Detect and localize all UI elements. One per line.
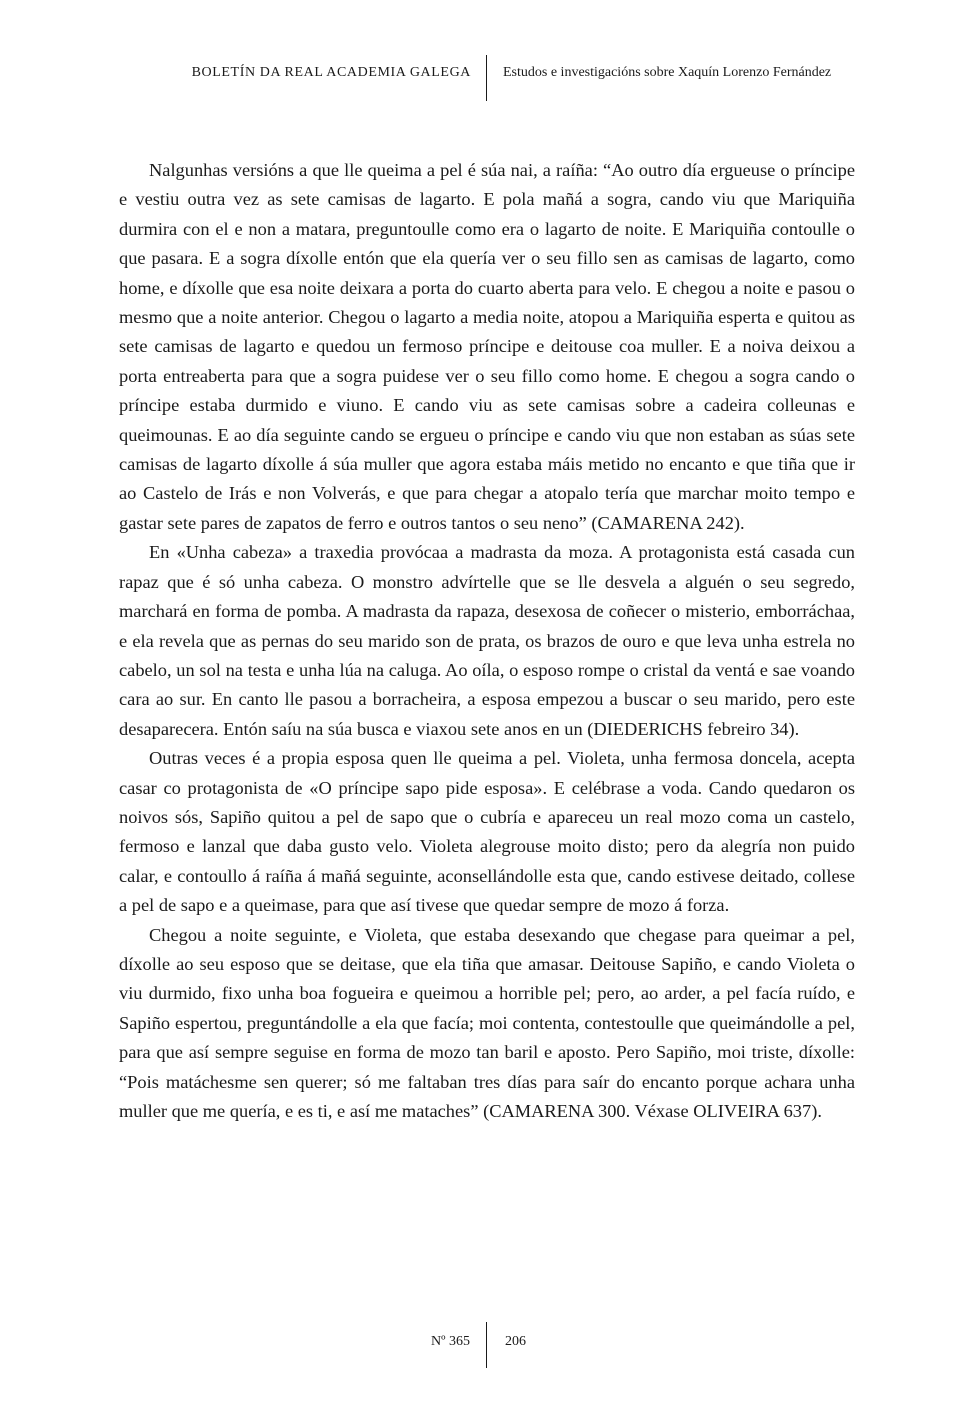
paragraph-2: En «Unha cabeza» a traxedia provócaa a madrasta da moza. A protagonista está casada cun rapaz que é só unha cabeza. O monstro advírtelle que se lle desvela a alguén o seu segredo, marchará en forma de pomba. A madrasta da rapaza, desexosa de coñecer o misterio, emborráchaa, e ela revela que as pernas do seu marido son de prata, os brazos de ouro e que leva unha estrela no cabelo, un sol na testa e unha lúa na caluga. Ao oíla, o esposo rompe o cristal da ventá e sae voando cara ao sur. En canto lle pasou a borracheira, a esposa empezou a buscar o seu marido, pero este desaparecera. Entón saíu na súa busca e viaxou sete anos en un (DIEDERICHS febreiro 34).	[119, 542, 855, 739]
page-number: 206	[505, 1334, 526, 1349]
journal-title: BOLETÍN DA REAL ACADEMIA GALEGA	[191, 65, 471, 80]
section-title: Estudos e investigacións sobre Xaquín Lorenzo Fernández	[503, 65, 832, 80]
running-header	[0, 55, 975, 101]
footer-divider	[486, 1322, 487, 1368]
issue-number: Nº 365	[431, 1334, 470, 1349]
paragraph-1: Nalgunhas versións a que lle queima a pel é súa nai, a raíña: “Ao outro día ergueuse o príncipe e vestiu outra vez as sete camisas de lagarto. E pola mañá a sogra, cando viu que Mariquiña durmira con el e non a matara, preguntoulle como era o lagarto de noite. E Mariquiña contoulle o que pasara. E a sogra díxolle entón que ela quería ver o seu fillo sen as camisas de lagarto, como home, e díxolle que esa noite deixara a porta do cuarto aberta para velo. E chegou a noite e pasou o mesmo que a noite anterior. Chegou o lagarto a media noite, atopou a Mariquiña esperta e quitou as sete camisas de lagarto e quedou un fermoso príncipe e deitouse coa muller. E a noiva deixou a porta entreaberta para que a sogra puidese ver o seu fillo como home. E chegou a sogra cando o príncipe estaba durmido e viuno. E cando viu as sete camisas sobre a cadeira colleunas e queimounas. E ao día seguinte cando se ergueu o príncipe e cando viu que non estaban as súas sete camisas de lagarto díxolle á súa muller que agora estaba máis metido no encanto e que tiña que ir ao Castelo de Irás e non Volverás, e que para chegar a atopalo tería que marchar moito tempo e gastar sete pares de zapatos de ferro e outros tantos o seu neno” (CAMARENA 242).	[119, 160, 855, 533]
paragraph-4: Chegou a noite seguinte, e Violeta, que estaba desexando que chegase para queimar a pel, díxolle ao seu esposo que se deitase, que ela tiña que amasar. Deitouse Sapiño, e cando Violeta o viu durmido, fixo unha boa fogueira e queimou a horrible pel; pero, ao arder, a pel facía ruído, e Sapiño espertou, preguntándolle a ela que facía; moi contenta, contestoulle que queimándolle a pel, para que así sempre seguise en forma de mozo tan baril e aposto. Pero Sapiño, moi triste, díxolle: “Pois matáchesme sen querer; só me faltaban tres días para saír do encanto porque achara unha muller que me quería, e es ti, e así me mataches” (CAMARENA 300. Véxase OLIVEIRA 637).	[119, 924, 855, 1121]
header-divider	[486, 55, 487, 101]
page-footer	[0, 1322, 975, 1368]
paragraph-3: Outras veces é a propia esposa quen lle queima a pel. Violeta, unha fermosa doncela, acepta casar co protagonista de «O príncipe sapo pide esposa». E celébrase a voda. Cando quedaron os noivos sós, Sapiño quitou a pel de sapo que o cubría e apareceu un real mozo coma un castelo, fermoso e lanzal que daba gusto velo. Violeta alegrouse moito disto; pero da alegría non puido calar, e contoullo á raíña á mañá seguinte, aconsellándolle esta que, cando estivese deitado, collese a pel de sapo e a queimase, para que así tivese que quedar sempre de mozo á forza.	[119, 748, 855, 916]
body-text	[119, 156, 855, 1126]
